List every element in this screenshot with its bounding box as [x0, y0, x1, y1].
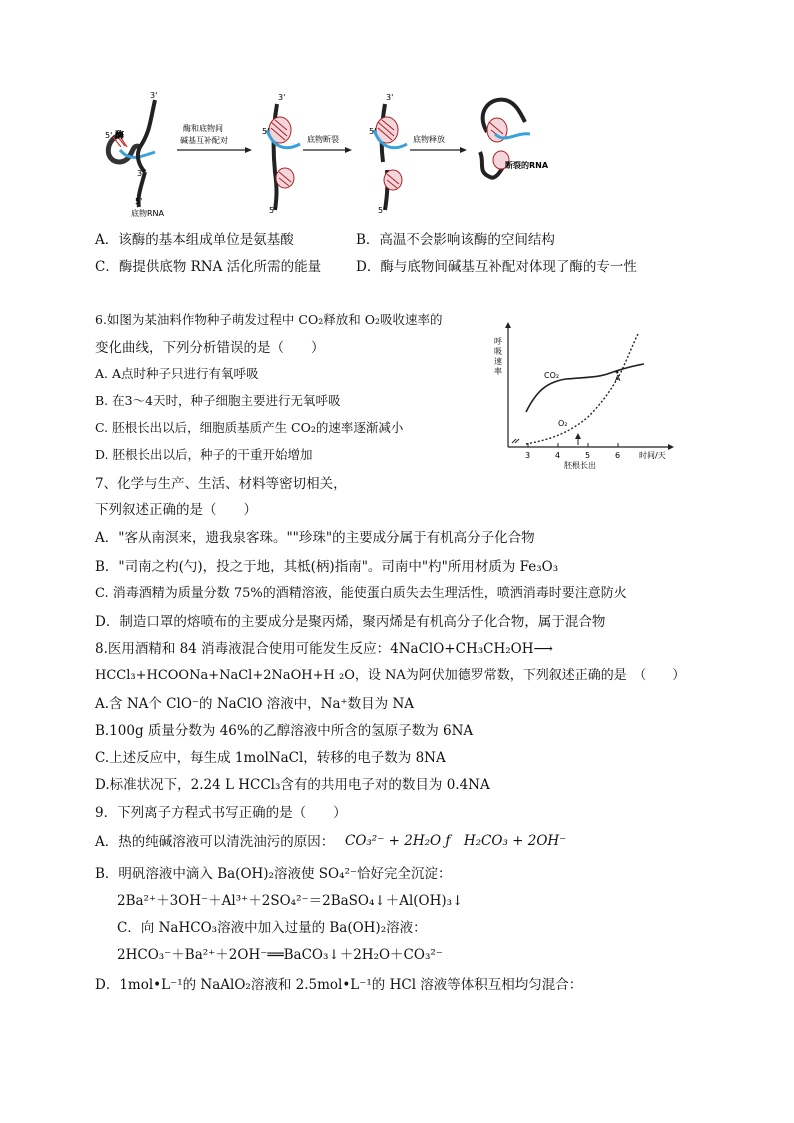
stage-1: [105, 92, 165, 218]
label-cut-rna: 断裂的RNA: [505, 161, 549, 170]
stage-4: [480, 100, 549, 178]
q6-stem-2: 变化曲线，下列分析错误的是（ ）: [95, 340, 325, 356]
q8-option-b: B.100g 质量分数为 46%的乙醇溶液中所含的氢原子数为 6NA: [95, 723, 474, 739]
q7-option-d: D．制造口罩的熔喷布的主要成分是聚丙烯，聚丙烯是有机高分子化合物，属于混合物: [95, 614, 606, 630]
x-axis-label: 时间/天: [639, 451, 666, 460]
q9-option-b-equation: 2Ba²⁺＋3OH⁻＋Al³⁺＋2SO₄²⁻＝2BaSO₄↓＋Al(OH)₃↓: [117, 893, 464, 909]
q8-option-c: C.上述反应中，每生成 1molNaCl，转移的电子数为 8NA: [95, 750, 446, 766]
svg-text:吸: 吸: [494, 347, 502, 356]
enzyme-diagram: [95, 92, 595, 222]
q9-option-c-text: C．向 NaHCO₃溶液中加入过量的 Ba(OH)₂溶液：: [117, 920, 427, 936]
svg-text:呼: 呼: [494, 337, 502, 346]
q7-option-a: A．"客从南溟来，遗我泉客珠。""珍珠"的主要成分属于有机高分子化合物: [95, 530, 535, 546]
step2-label: 底物断裂: [307, 135, 339, 144]
q8-stem-1: 8.医用酒精和 84 消毒液混合使用可能发生反应：4NaClO+CH₃CH₂OH⟶: [95, 641, 553, 657]
q8-option-d: D.标准状况下，2.24 L HCCl₃含有的共用电子对的数目为 0.4NA: [95, 777, 490, 793]
stage-2: [262, 93, 300, 215]
q6-option-d: D. 胚根长出以后，种子的干重开始增加: [95, 447, 313, 462]
q6-option-c: C. 胚根长出以后，细胞质基质产生 CO₂的速率逐渐减小: [95, 420, 404, 435]
label-5prime-2b: 5': [269, 206, 277, 215]
label-5prime-2: 5': [262, 127, 270, 136]
q9-stem: 9．下列离子方程式书写正确的是（ ）: [95, 805, 347, 821]
label-enzyme: 酶: [115, 131, 125, 141]
q5-option-b: B．高温不会影响该酶的空间结构: [356, 232, 555, 248]
o2-label: O₂: [558, 419, 568, 428]
label-3prime-2: 3': [278, 93, 286, 102]
label-3prime-1: 3': [150, 92, 158, 100]
tick-3: 3: [525, 451, 531, 460]
q9-option-c-equation: 2HCO₃⁻＋Ba²⁺＋2OH⁻══BaCO₃↓＋2H₂O＋CO₃²⁻: [117, 947, 443, 963]
q8-option-a: A.含 NA个 ClO⁻的 NaClO 溶液中，Na⁺数目为 NA: [95, 696, 415, 712]
q8-stem-2: HCCl₃+HCOONa+NaCl+2NaOH+H ₂O，设 NA为阿伏加德罗常数，下列叙述正确的是 （ ）: [95, 668, 686, 683]
label-3prime-1b: 3': [137, 169, 145, 178]
label-substrate: 底物RNA: [131, 209, 165, 218]
q6-option-a: A. A点时种子只进行有氧呼吸: [95, 366, 259, 381]
q6-option-b: B. 在3～4天时，种子细胞主要进行无氧呼吸: [95, 393, 341, 408]
respiration-chart: [488, 322, 678, 472]
q6-stem-1: 6.如图为某油料作物种子萌发过程中 CO₂释放和 O₂吸收速率的: [95, 312, 443, 327]
tick-6: 6: [615, 451, 621, 460]
label-5prime-1b: 5': [135, 197, 143, 206]
q7-option-b: B．"司南之杓(勺)，投之于地，其柢(柄)指南"。司南中"杓"所用材质为 Fe₃O₃: [95, 559, 559, 575]
q7-option-c: C. 消毒酒精为质量分数 75%的酒精溶液，能使蛋白质失去生理活性，喷洒消毒时要注意防火: [95, 586, 627, 601]
q9-option-d-text: D．1mol•L⁻¹的 NaAlO₂溶液和 2.5mol•L⁻¹的 HCl 溶液等体积互相均匀混合：: [95, 977, 583, 993]
q9-option-a-equation: CO₃²⁻ + 2H₂O ƒ H₂CO₃ + 2OH⁻: [345, 833, 567, 849]
co2-label: CO₂: [544, 371, 560, 380]
q7-stem-2: 下列叙述正确的是（ ）: [95, 502, 257, 518]
svg-text:速: 速: [494, 357, 502, 366]
q9-option-b-text: B．明矾溶液中滴入 Ba(OH)₂溶液使 SO₄²⁻恰好完全沉淀：: [95, 866, 452, 882]
y-axis-label: [494, 336, 502, 376]
stage-3: [369, 93, 407, 215]
q7-stem-1: 7、化学与生产、生活、材料等密切相关，: [95, 476, 347, 492]
label-5prime-1: 5': [105, 131, 113, 140]
q9-option-a-text: A．热的纯碱溶液可以清洗油污的原因：: [95, 834, 335, 850]
tick-5: 5: [585, 451, 591, 460]
step1-line2: 碱基互补配对: [180, 136, 228, 145]
label-5prime-3b: 5': [378, 206, 386, 215]
label-5prime-3: 5': [369, 127, 377, 136]
svg-text:率: 率: [494, 367, 502, 376]
step3-label: 底物释放: [413, 135, 445, 144]
step1-line1: 酶和底物间: [183, 124, 223, 133]
label-3prime-3: 3': [386, 93, 394, 102]
root-emergence-label: 胚根长出: [564, 461, 596, 470]
q5-option-a: A．该酶的基本组成单位是氨基酸: [95, 232, 294, 248]
q5-option-d: D．酶与底物间碱基互补配对体现了酶的专一性: [356, 259, 637, 275]
x-ticks: [525, 443, 620, 460]
point-a-label: A: [615, 374, 621, 383]
tick-4: 4: [555, 451, 561, 460]
q5-option-c: C．酶提供底物 RNA 活化所需的能量: [95, 259, 322, 275]
